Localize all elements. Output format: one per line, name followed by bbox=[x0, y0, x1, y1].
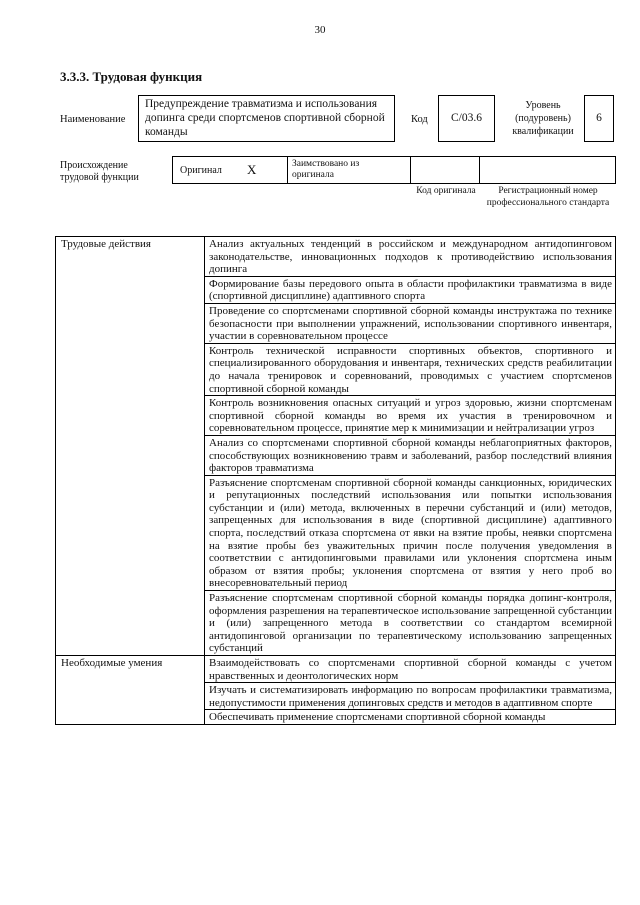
table-row bbox=[56, 237, 616, 277]
section-item: Разъяснение спортсменам спортивной сборной команды санкционных, юридических и репутационных последствий использования или попытки использования субстанции и (или) метода, включенных в перечни субстанций и (или) методов, запрещенных для использования в виде (спортивной дисциплине) адаптивного спорта, последствий отказа спортсмена от явки на взятие пробы, неявки спортсмена на взятие пробы без уважительных причин после получения уведомления в соответствии с антидопинговыми правилами или уклонения спортсмена иным образом от взятия пробы; уклонения спортсмена от взятия у него проб во внесоревновательный период bbox=[205, 475, 616, 590]
origin-label: Происхождение трудовой функции bbox=[60, 160, 139, 183]
section-heading: Трудовые действия bbox=[56, 237, 205, 656]
section-heading: Необходимые умения bbox=[56, 656, 205, 725]
name-label: Наименование bbox=[60, 114, 126, 125]
reg-number-caption: Регистрационный номер профессионального стандарта bbox=[486, 186, 610, 208]
level-box bbox=[584, 95, 614, 142]
code-box bbox=[438, 95, 495, 142]
reg-number-cell bbox=[479, 156, 616, 184]
code-label: Код bbox=[411, 114, 428, 125]
section-item: Контроль технической исправности спортивных объектов, спортивного и специализированного оборудования и инвентаря, технических средств реабилитации до начала тренировок и соревнований, проводимых с участием спортсменов спортивной сборной команды bbox=[205, 343, 616, 395]
borrowed-label: Заимствовано из оригинала bbox=[292, 159, 360, 180]
section-item: Взаимодействовать со спортсменами спортивной сборной команды с учетом нравственных и деонтологических норм bbox=[205, 656, 616, 683]
section-item: Формирование базы передового опыта в области профилактики травматизма в виде (спортивной дисциплине) адаптивного спорта bbox=[205, 276, 616, 303]
section-item: Проведение со спортсменами спортивной сборной команды инструктажа по технике безопасности при выполнении упражнений, использовании спортивного инвентаря, участии в соревновательном процессе bbox=[205, 303, 616, 343]
function-table bbox=[55, 236, 616, 725]
section-item: Анализ со спортсменами спортивной сборной команды неблагоприятных факторов, способствующих возникновению травм и заболеваний, разбор последствий влияния факторов травматизма bbox=[205, 435, 616, 475]
page-number: 30 bbox=[314, 24, 326, 36]
section-item: Разъяснение спортсменам спортивной сборной команды порядка допинг-контроля, оформления разрешения на терапевтическое использование запрещенной субстанции и (или) запрещенного метода в соответствии со стандартом всемирной антидопинговой организации по терапевтическому использованию запрещенных субстанций bbox=[205, 591, 616, 656]
level-label: Уровень (подуровень) квалификации bbox=[512, 100, 574, 137]
level-value: 6 bbox=[596, 112, 602, 124]
borrowed-cell bbox=[287, 156, 411, 184]
section-item: Контроль возникновения опасных ситуаций и угроз здоровью, жизни спортсменам спортивной сборной команды во время их участия в тренировочном и соревновательном процессе, принятие мер к минимизации и нейтрализации угроз bbox=[205, 396, 616, 436]
section-title: 3.3.3. Трудовая функция bbox=[60, 69, 203, 84]
original-label: Оригинал bbox=[180, 165, 222, 176]
section-item: Анализ актуальных тенденций в российском и международном антидопинговом законодательстве, инновационных подходов к противодействию использования допинга bbox=[205, 237, 616, 277]
original-code-caption: Код оригинала bbox=[416, 186, 476, 196]
original-mark: X bbox=[247, 162, 257, 177]
table-row bbox=[56, 656, 616, 683]
section-item: Изучать и систематизировать информацию по вопросам профилактики травматизма, недопустимости применения допинговых средств и методов в адаптивном спорте bbox=[205, 683, 616, 710]
original-cell bbox=[172, 156, 288, 184]
function-name-box bbox=[138, 95, 395, 142]
original-code-cell bbox=[410, 156, 480, 184]
code-value: C/03.6 bbox=[451, 112, 482, 124]
function-name: Предупреждение травматизма и использования допинга среди спортсменов спортивной сборной команды bbox=[145, 98, 385, 138]
section-item: Обеспечивать применение спортсменами спортивной сборной команды bbox=[205, 710, 616, 725]
